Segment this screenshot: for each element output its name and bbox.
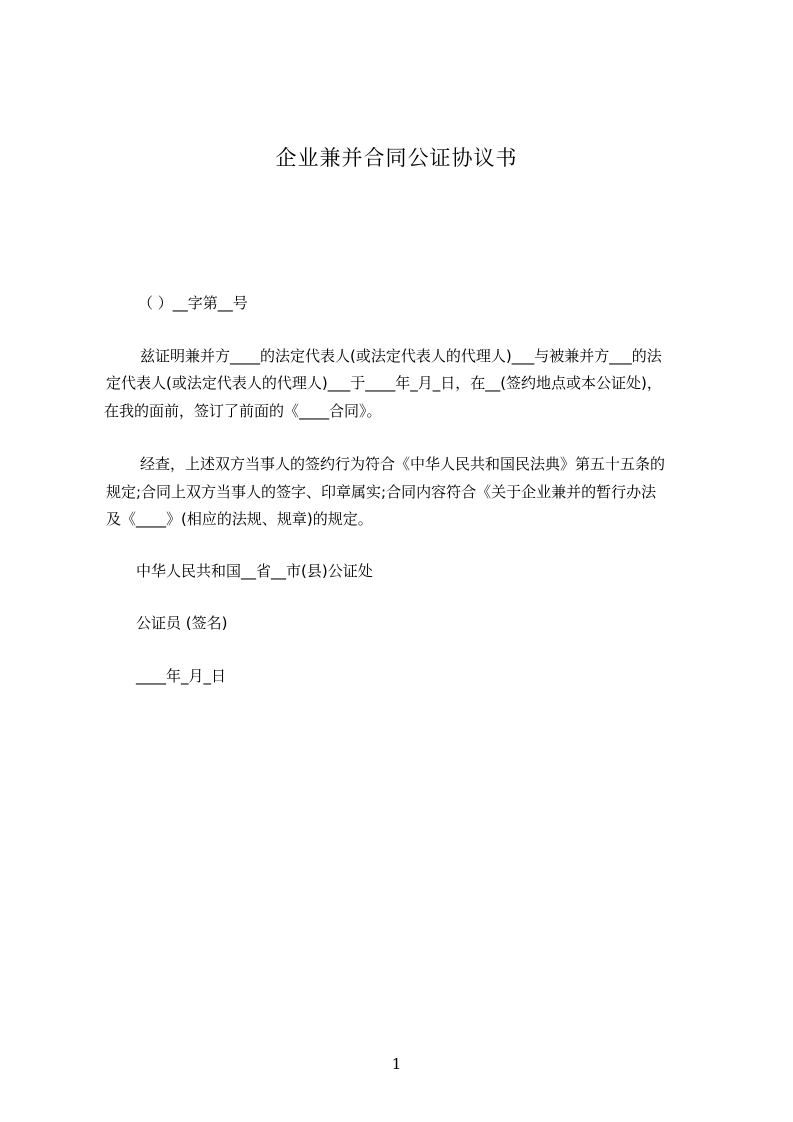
page-number: 1 [391,1055,402,1073]
serial-number-line: （ ）__字第__号 [138,294,248,312]
paragraph2-line3: 及《____》(相应的法规、规章)的规定。 [106,510,373,528]
paragraph1-line3: 在我的面前，签订了前面的《____合同》。 [104,402,382,420]
document-title: 企业兼并合同公证协议书 [275,146,518,170]
paragraph1-line1: 兹证明兼并方____的法定代表人(或法定代表人的代理人)___与被兼并方___的法 [140,347,662,365]
paragraph1-line2: 定代表人(或法定代表人的代理人)___于____年_月_日，在__(签约地点或本公证处)， [106,374,662,392]
paragraph2-line2: 规定;合同上双方当事人的签字、印章属实;合同内容符合《关于企业兼并的暂行办法 [106,483,657,501]
notary-signature-line: 公证员 (签名) [136,614,228,632]
date-line: ____年_月_日 [136,667,227,685]
notary-office-line: 中华人民共和国__省__市(县)公证处 [136,562,373,580]
paragraph2-line1: 经查，上述双方当事人的签约行为符合《中华人民共和国民法典》第五十五条的 [140,455,666,473]
